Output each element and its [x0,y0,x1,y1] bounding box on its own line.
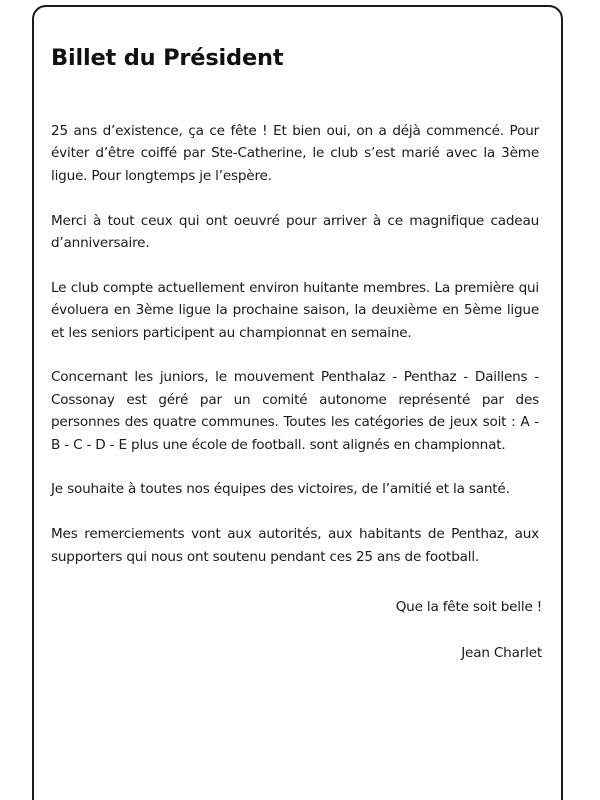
page-title: Billet du Président [51,45,284,71]
paragraph-thanks: Merci à tout ceux qui ont oeuvré pour arriver à ce magnifique cadeau d’anniversaire. [51,212,539,252]
signature: Jean Charlet [461,645,542,661]
closing-line: Que la fête soit belle ! [395,599,542,615]
paragraph-acknowledgements: Mes remerciements vont aux autorités, aux habitants de Penthaz, aux supporters qui nous ont soutenu pendant ces 25 ans de football. [51,526,539,565]
paragraph-anniversary: 25 ans d’existence, ça ce fête ! Et bien oui, on a déjà commencé. Pour éviter d’être coiffé par Ste-Catherine, le club s’est marié avec la 3ème ligue. Pour longtemps je l’espère. [51,123,539,184]
letter-body [51,120,539,590]
paragraph-club-members: Le club compte actuellement environ huitante membres. La première qui évoluera en 3ème ligue la prochaine saison, la deuxième en 5ème ligue et les seniors participent au championnat en semaine. [51,279,539,341]
paragraph-juniors: Concernant les juniors, le mouvement Penthalaz - Penthaz - Daillens - Cossonay est géré par un comité autonome représenté par des personnes des quatre communes. Toutes les catégories de jeux soit : A - B - C - D - E plus une école de football. sont alignés en championnat. [51,369,539,453]
paragraph-wishes: Je souhaite à toutes nos équipes des victoires, de l’amitié et la santé. [51,481,510,498]
